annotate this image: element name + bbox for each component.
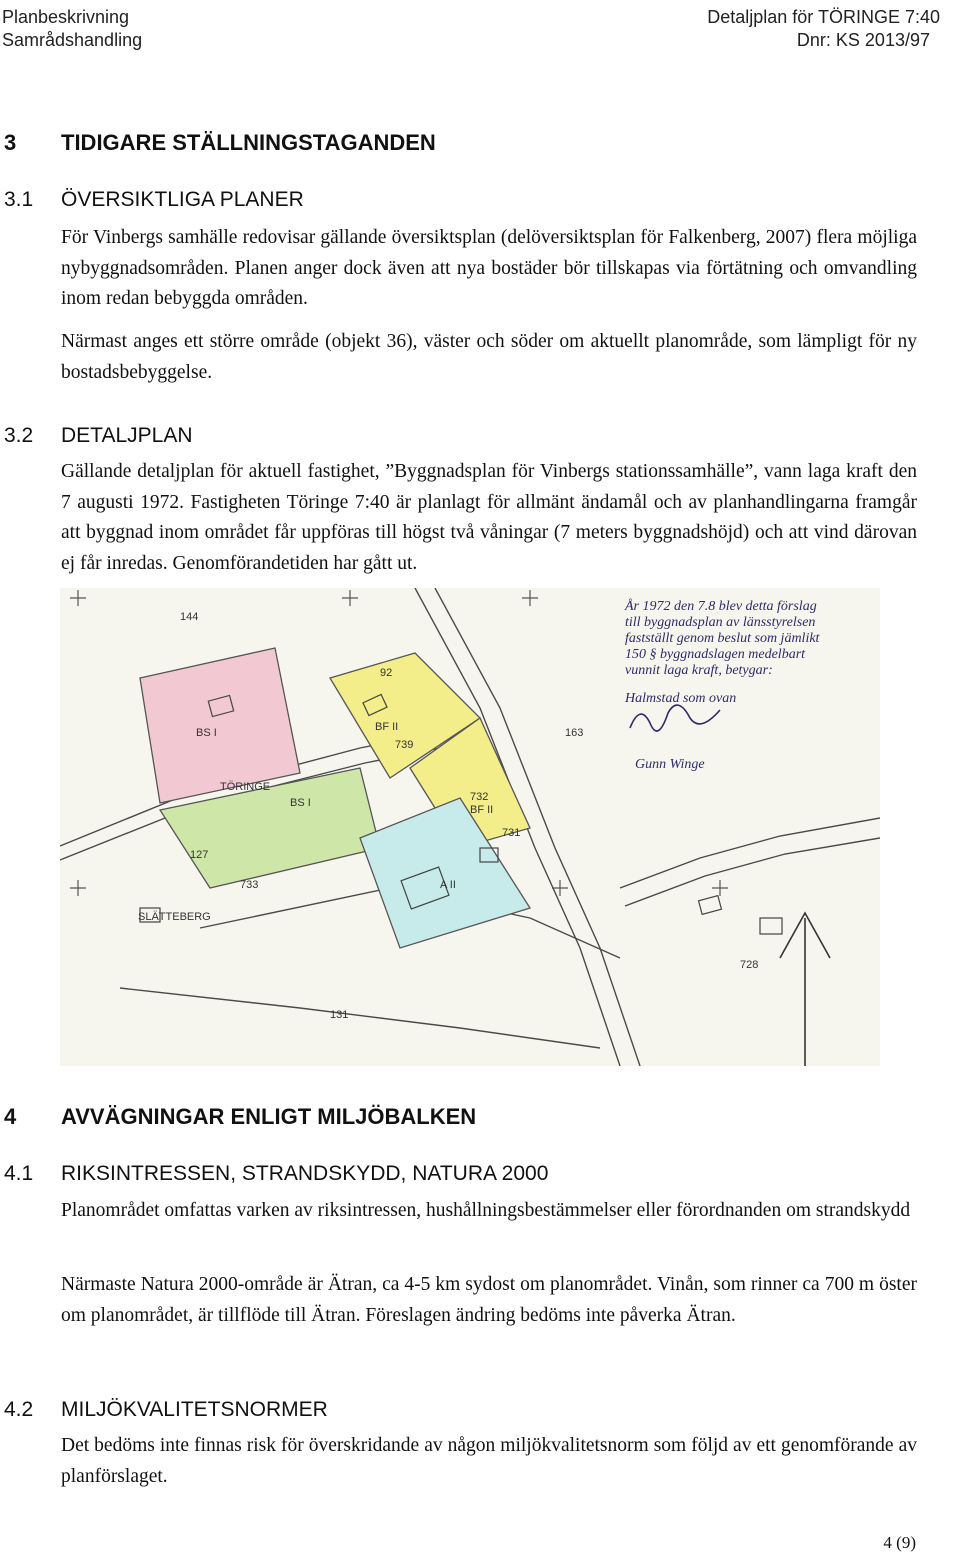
svg-text:732: 732: [470, 791, 489, 803]
svg-text:Halmstad som ovan: Halmstad som ovan: [625, 691, 737, 706]
section-number: 4: [4, 1104, 17, 1129]
svg-text:733: 733: [240, 879, 259, 891]
section-title: AVVÄGNINGAR ENLIGT MILJÖBALKEN: [61, 1104, 477, 1129]
section-3-heading: [4, 130, 436, 156]
section-number: 3: [4, 130, 17, 155]
header-dnr: Dnr: KS 2013/97: [796, 30, 930, 50]
svg-text:731: 731: [502, 827, 521, 839]
zone-label: BS I: [196, 727, 217, 739]
svg-text:till byggnadsplan av länsstyre: till byggnadsplan av länsstyrelsen: [625, 615, 816, 630]
svg-text:150 § byggnadslagen medelbart: 150 § byggnadslagen medelbart: [625, 647, 806, 662]
signature-scribble: [630, 705, 720, 731]
svg-text:92: 92: [380, 667, 393, 679]
place-label: TÖRINGE: [220, 781, 271, 793]
svg-text:fastställt genom beslut som jä: fastställt genom beslut som jämlikt: [625, 631, 820, 646]
svg-text:131: 131: [330, 1009, 349, 1021]
zone-label: BS I: [290, 797, 311, 809]
zone-label: BF II: [470, 804, 494, 816]
section-number: 3.2: [4, 424, 34, 447]
section-3-1-heading: [4, 187, 304, 213]
header-plan-name: Detaljplan för TÖRINGE 7:40: [707, 7, 940, 27]
section-title: RIKSINTRESSEN, STRANDSKYDD, NATURA 2000: [61, 1162, 549, 1185]
place-label: SLÄTTEBERG: [138, 911, 211, 923]
svg-text:728: 728: [740, 959, 759, 971]
svg-text:År 1972 den 7.8 blev detta för: År 1972 den 7.8 blev detta förslag: [625, 599, 817, 614]
paragraph-detaljplan: Gällande detaljplan för aktuell fastighet, ”Byggnadsplan för Vinbergs stationssamhälle”, vann laga kraft den 7 augusti 1972. Fastigheten Töringe 7:40 är planlagt för allmänt ändamål och av planhandlingarna framgår att byggnad inom området får uppföras till högst två våningar (7 meters byggnadshöjd) och att vind därovan ej får inredas. Genomförandetiden har gått ut.: [61, 461, 917, 574]
paragraph-objekt-36: Närmast anges ett större område (objekt 36), väster och söder om aktuellt planområde, som lämpligt för ny bostadsbebyggelse.: [61, 331, 917, 383]
paragraph-oversiktsplan: För Vinbergs samhälle redovisar gällande översiktsplan (delöversiktsplan för Falkenberg, 2007) flera möjliga nybyggnadsområden. Planen anger dock även att nya bostäder bör tillskapas via förtätning och omvandling inom redan bebyggda områden.: [61, 227, 917, 309]
north-arrow-icon: [780, 913, 830, 1066]
section-title: MILJÖKVALITETSNORMER: [61, 1398, 328, 1421]
section-number: 3.1: [4, 188, 34, 211]
section-4-heading: [4, 1104, 476, 1130]
page-number: 4 (9): [883, 1533, 916, 1552]
section-number: 4.2: [4, 1398, 34, 1421]
section-title: TIDIGARE STÄLLNINGSTAGANDEN: [61, 130, 436, 155]
section-3-2-heading: [4, 423, 193, 449]
map-drawing: [60, 588, 880, 1066]
zone-label: BF II: [375, 721, 399, 733]
svg-text:144: 144: [180, 611, 199, 623]
section-number: 4.1: [4, 1162, 34, 1185]
svg-text:Gunn Winge: Gunn Winge: [635, 757, 705, 772]
paragraph-riksintressen: Planområdet omfattas varken av riksintressen, hushållningsbestämmelser eller förordnanden om strandskydd: [61, 1200, 911, 1221]
paragraph-natura-2000: Närmaste Natura 2000-område är Ätran, ca 4-5 km sydost om planområdet. Vinån, som rinner ca 700 m öster om planområdet, är tillflöde till Ätran. Föreslagen ändring bedöms inte påverka Ätran.: [61, 1274, 917, 1326]
header-doc-type: Planbeskrivning: [2, 7, 130, 27]
svg-text:163: 163: [565, 727, 584, 739]
svg-text:739: 739: [395, 739, 414, 751]
zone-pink-bs1: [140, 648, 300, 803]
svg-text:127: 127: [190, 849, 209, 861]
section-4-1-heading: [4, 1161, 548, 1187]
handwritten-approval-note: [624, 598, 821, 772]
section-title: ÖVERSIKTLIGA PLANER: [61, 188, 304, 211]
header-doc-status: Samrådshandling: [2, 30, 143, 50]
section-title: DETALJPLAN: [61, 424, 193, 447]
detaljplan-map-figure: [60, 588, 880, 1066]
section-4-2-heading: [4, 1397, 328, 1423]
zone-label: A II: [440, 879, 456, 891]
svg-text:vunnit laga kraft, betygar:: vunnit laga kraft, betygar:: [625, 663, 773, 678]
paragraph-miljokvalitetsnormer: Det bedöms inte finnas risk för överskridande av någon miljökvalitetsnorm som följd av ett genomförande av planförslaget.: [61, 1435, 917, 1487]
